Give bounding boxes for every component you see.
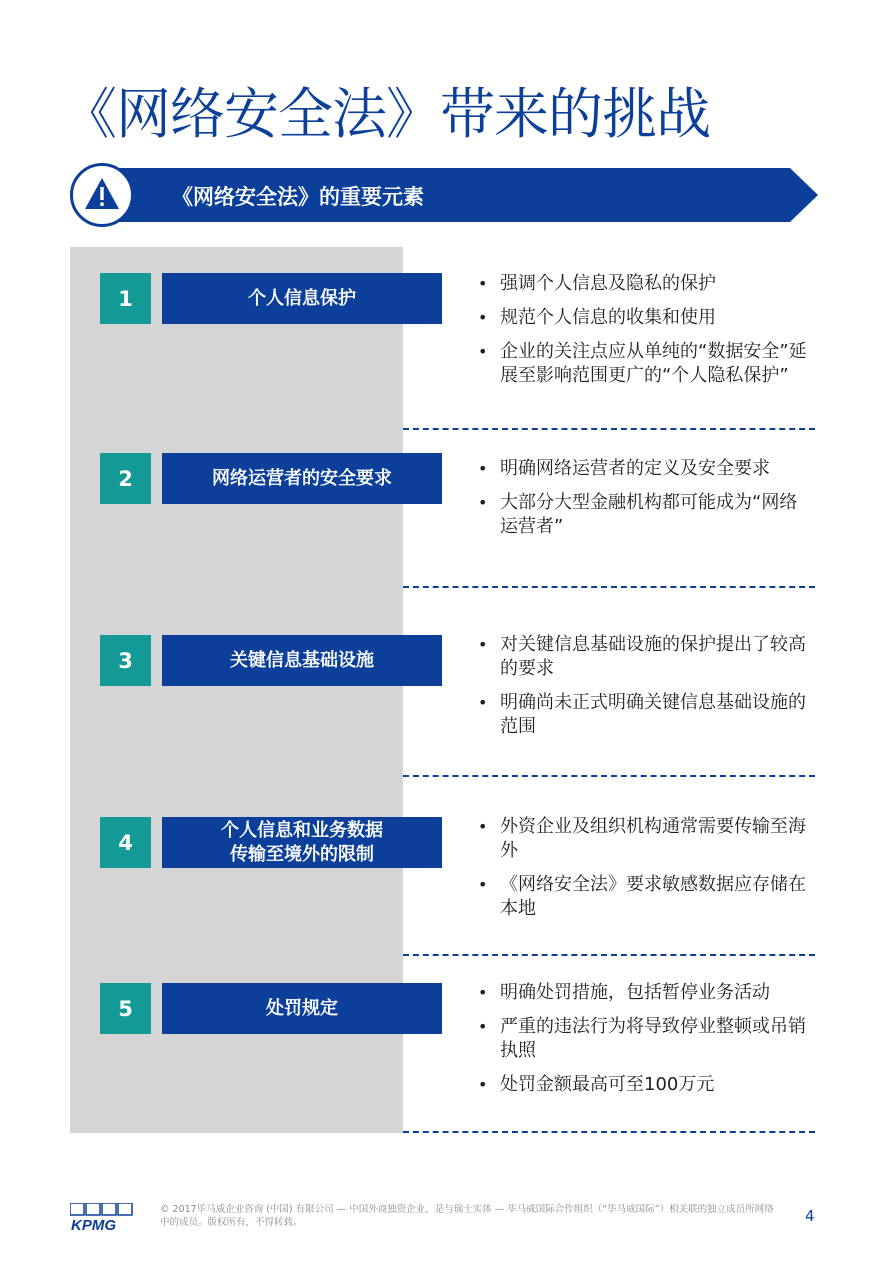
item-label-line: 网络运营者的安全要求 <box>212 467 392 489</box>
item-label <box>162 635 442 686</box>
footer-copyright: © 2017毕马威企业咨询 (中国) 有限公司 — 中国外商独资企业，是与瑞士实体 — 毕马威国际合作组织（“毕马威国际”）相关联的独立成员所网络中的成员。版权所有，不得转载。 <box>160 1204 774 1228</box>
banner-title: 《网络安全法》的重要元素 <box>172 185 424 209</box>
item-label-line: 传输至境外的限制 <box>230 843 374 865</box>
bullet-item: • 明确处罚措施，包括暂停业务活动 <box>478 981 808 1005</box>
item-label <box>162 453 442 504</box>
item-bullets <box>478 815 808 931</box>
item-label-line: 个人信息保护 <box>248 287 356 309</box>
bullet-item: • 对关键信息基础设施的保护提出了较高的要求 <box>478 633 808 681</box>
item-number: 2 <box>100 453 151 504</box>
dashed-divider <box>403 775 815 777</box>
bullet-item: • 外资企业及组织机构通常需要传输至海外 <box>478 815 808 863</box>
item-bullets <box>478 272 808 398</box>
bullet-item: • 规范个人信息的收集和使用 <box>478 306 808 330</box>
item-label <box>162 273 442 324</box>
item-bullets <box>478 457 808 549</box>
item-bullets <box>478 633 808 749</box>
item-label <box>162 817 442 868</box>
dashed-divider <box>403 586 815 588</box>
item-bullets <box>478 981 808 1107</box>
dashed-divider <box>403 428 815 430</box>
item-label-line: 个人信息和业务数据 <box>221 819 383 841</box>
bullet-item: • 强调个人信息及隐私的保护 <box>478 272 808 296</box>
item-number: 4 <box>100 817 151 868</box>
item-label-line: 处罚规定 <box>266 997 338 1019</box>
item-number: 1 <box>100 273 151 324</box>
page-title: 《网络安全法》带来的挑战 <box>62 82 711 146</box>
bullet-item: • 明确网络运营者的定义及安全要求 <box>478 457 808 481</box>
bullet-item: • 严重的违法行为将导致停业整顿或吊销执照 <box>478 1015 808 1063</box>
logo-text: KPMG <box>71 1217 116 1233</box>
item-number: 5 <box>100 983 151 1034</box>
bullet-item: • 处罚金额最高可至100万元 <box>478 1073 808 1097</box>
dashed-divider <box>403 1131 815 1133</box>
bullet-item: • 大部分大型金融机构都可能成为“网络运营者” <box>478 491 808 539</box>
item-number: 3 <box>100 635 151 686</box>
item-label-line: 关键信息基础设施 <box>230 649 374 671</box>
bullet-item: • 企业的关注点应从单纯的“数据安全”延展至影响范围更广的“个人隐私保护” <box>478 340 808 388</box>
item-label <box>162 983 442 1034</box>
bullet-item: • 明确尚未正式明确关键信息基础设施的范围 <box>478 691 808 739</box>
kpmg-logo <box>70 1203 134 1233</box>
dashed-divider <box>403 954 815 956</box>
page-number: 4 <box>805 1207 815 1225</box>
bullet-item: • 《网络安全法》要求敏感数据应存储在本地 <box>478 873 808 921</box>
warning-icon <box>70 163 134 227</box>
